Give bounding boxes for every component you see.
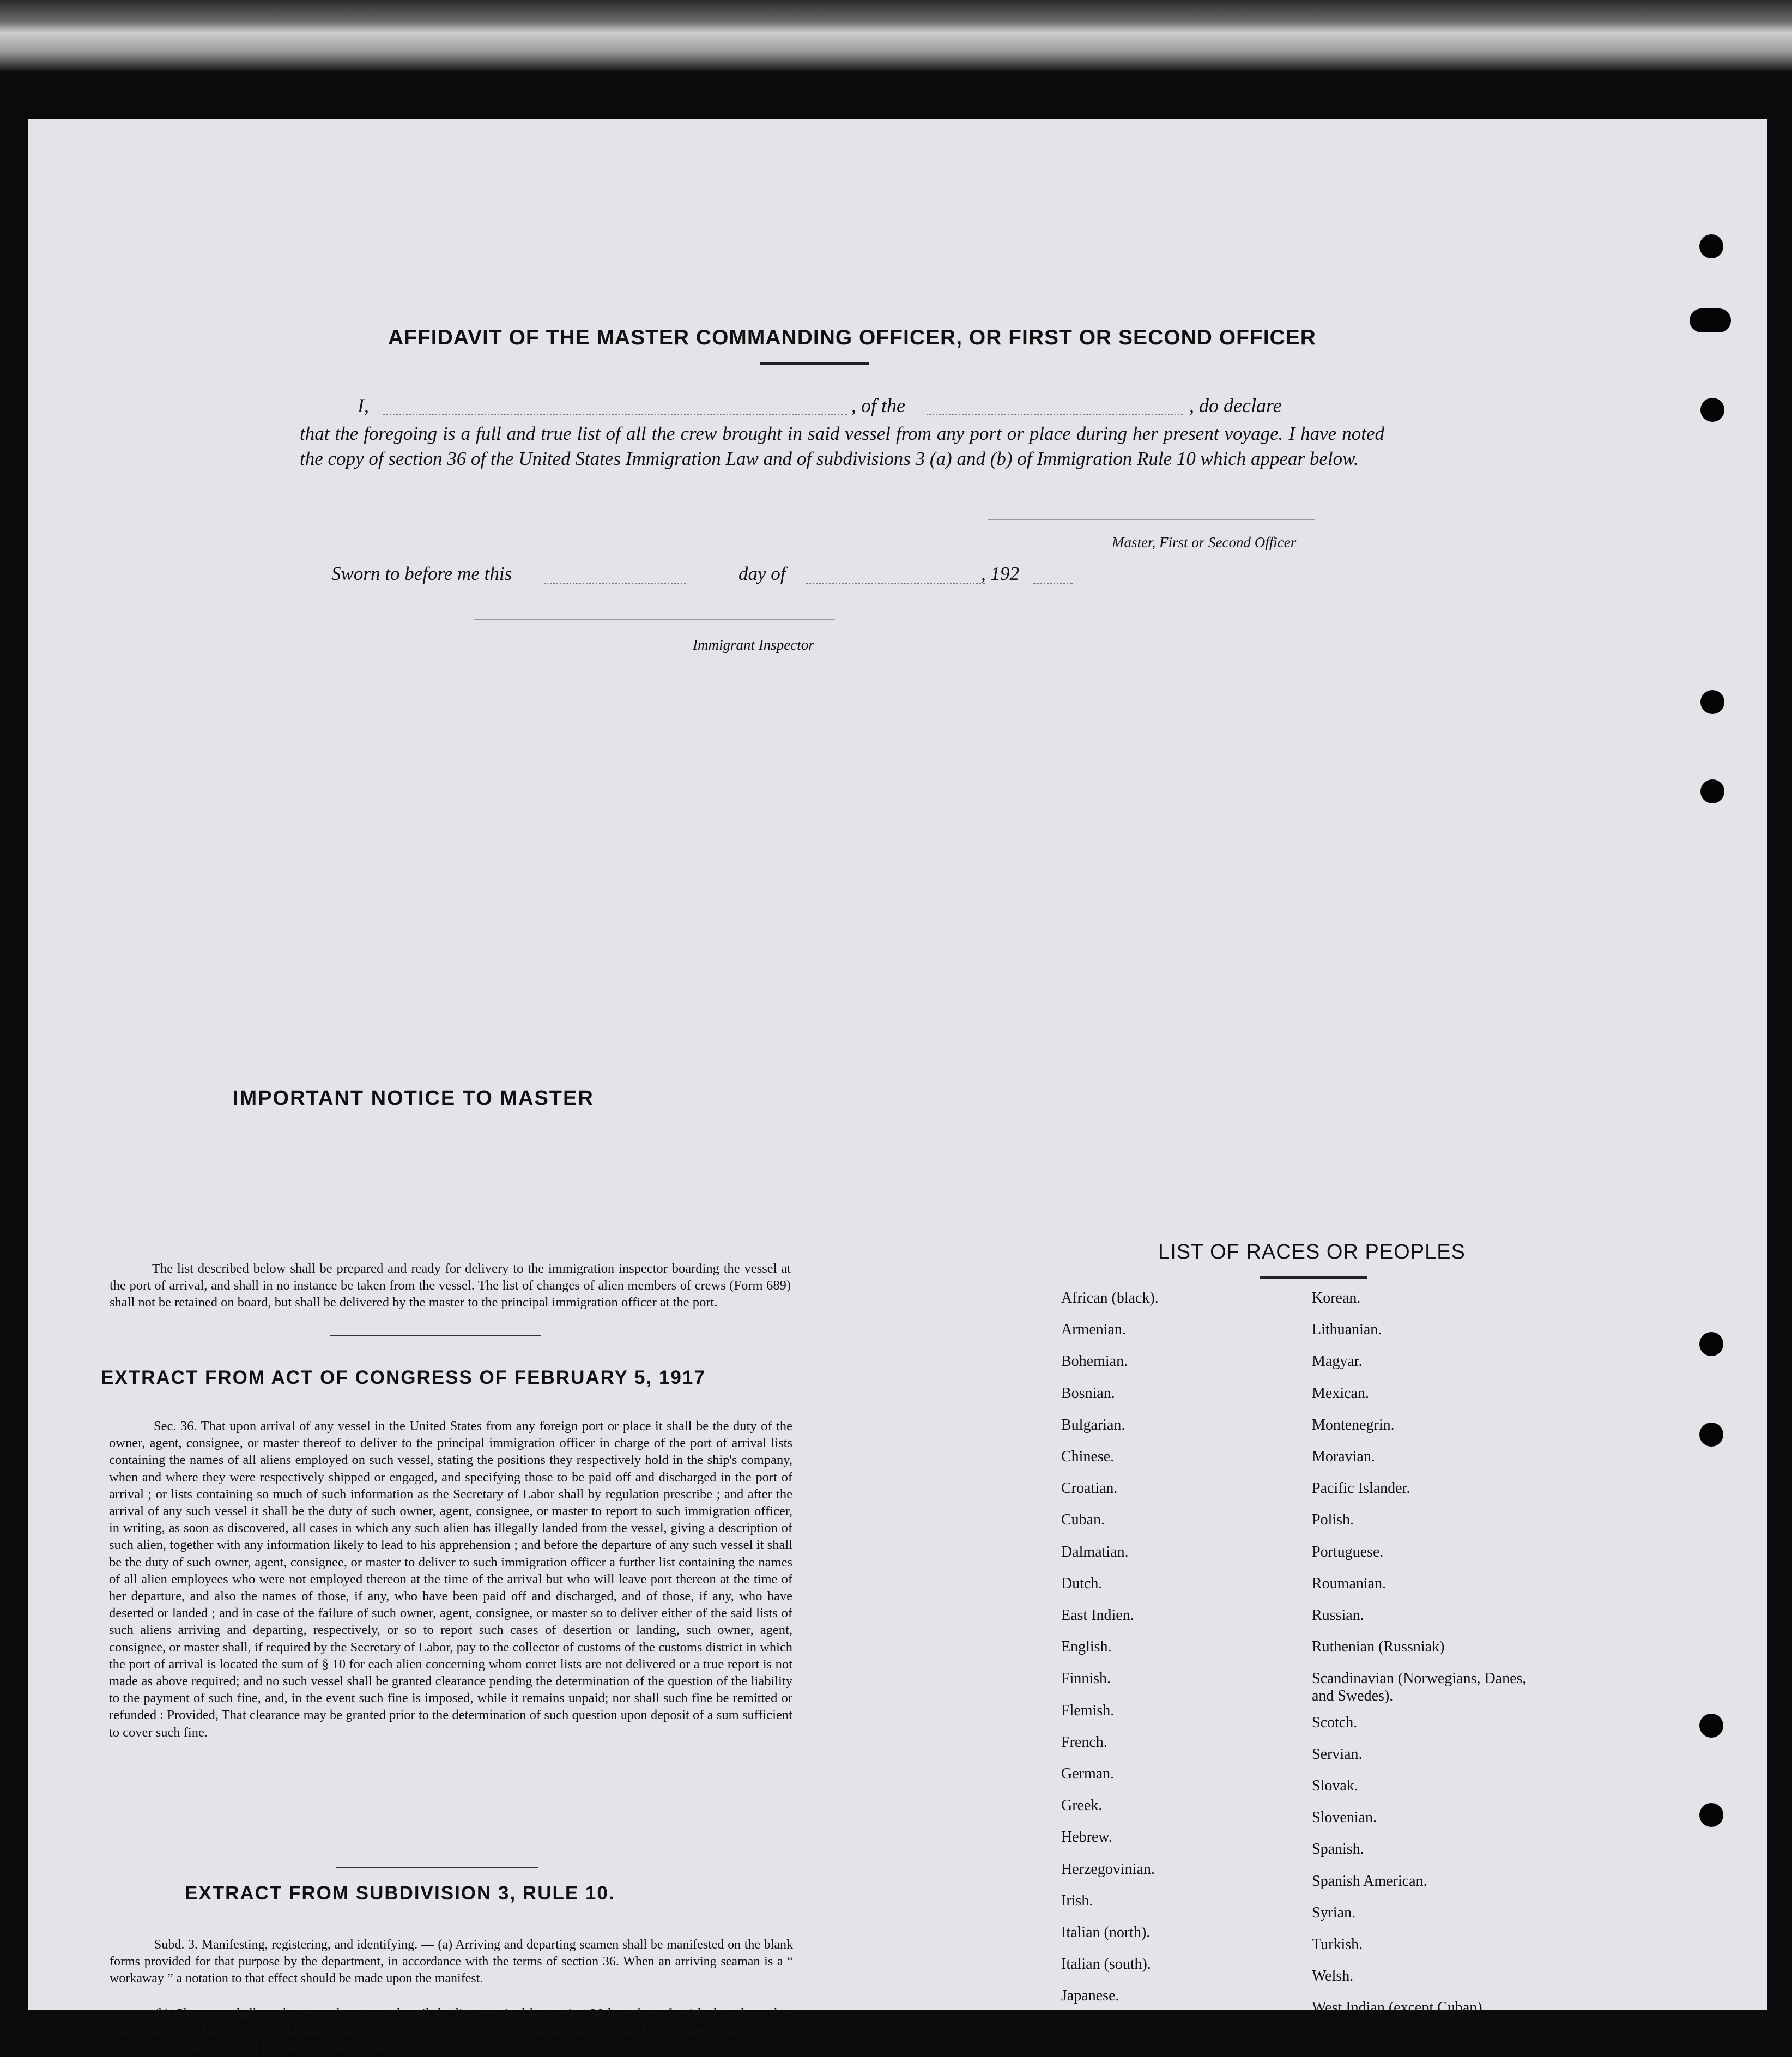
race-item: English. [1061, 1638, 1112, 1655]
act-extract-title: EXTRACT FROM ACT OF CONGRESS OF FEBRUARY 5, 1917 [101, 1367, 706, 1388]
race-item: West Indian (except Cuban). [1312, 1999, 1486, 2016]
race-item: Lithuanian. [1312, 1321, 1382, 1338]
race-item: Bulgarian. [1061, 1417, 1125, 1433]
affidavit-body: that the foregoing is a full and true list of all the crew brought in said vessel from any port or place during her present voyage. I have noted the copy of section 36 of the United States Immigration Law and of subdivisions 3 (a) and (b) of Immigration Rule 10 which appear below. [300, 423, 1384, 469]
punch-hole [1690, 308, 1731, 332]
race-item: Armenian. [1061, 1321, 1126, 1338]
race-item: Bohemian. [1061, 1353, 1128, 1370]
race-item: Ruthenian (Russniak) [1312, 1638, 1445, 1655]
rule-para-a: Subd. 3. Manifesting, registering, and identifying. — (a) Arriving and departing seamen shall be manifested on the blank forms provided for that purpose by the department, in accordance with the terms of section 36. When an arriving seaman is a “ workaway ” a notation to that effect should be made upon the manifest. [110, 1938, 793, 1986]
affidavit-i: I, [358, 395, 369, 416]
race-item: Mexican. [1312, 1385, 1369, 1402]
race-item: Herzegovinian. [1061, 1861, 1155, 1878]
vessel-blank [927, 414, 1183, 415]
punch-hole [1699, 1423, 1723, 1447]
race-item: Japanese. [1061, 1987, 1119, 2004]
race-item: Turkish. [1312, 1936, 1363, 1953]
race-item: Spanish. [1312, 1841, 1364, 1858]
race-item: Bosnian. [1061, 1385, 1115, 1402]
race-item: Slovak. [1312, 1777, 1358, 1794]
race-item: Polish. [1312, 1511, 1354, 1528]
race-item: Italian (south). [1061, 1956, 1151, 1973]
inspector-caption: Immigrant Inspector [693, 637, 814, 653]
punch-hole [1700, 398, 1724, 422]
race-item: German. [1061, 1765, 1115, 1782]
notice-text: The list described below shall be prepared and ready for delivery to the immigration inspector boarding the vessel at the port of arrival, and shall in no instance be taken from the vessel. The list of changes of alien members of crews (Form 689) shall not be retained on board, but shall be delivered by the master to the principal immigration officer at the port. [110, 1261, 791, 1310]
race-item: Slovenian. [1312, 1809, 1377, 1826]
year-blank [1033, 583, 1073, 584]
races-title: LIST OF RACES OR PEOPLES [1158, 1241, 1466, 1263]
punch-hole [1699, 1803, 1723, 1827]
rule-para-b: (b) Clearance shall not be granted any vessel until the lists required by section 36 have been furnished, and not then unless, notice of liability to the administrative fine prescribed by said section or to that prescribed by section 35 having been served, the deposit specified in Rule 28 (subd. 2) has been made. [110, 2007, 793, 2055]
race-item: East Indien. [1061, 1607, 1134, 1624]
race-item: Portuguese. [1312, 1544, 1384, 1560]
signature-caption: Master, First or Second Officer [1112, 534, 1297, 550]
act-divider [336, 1867, 538, 1868]
race-item: Italian (north). [1061, 1924, 1151, 1941]
races-underline [1260, 1276, 1367, 1279]
race-item: French. [1061, 1734, 1107, 1751]
punch-hole [1700, 690, 1724, 714]
race-item: Flemish. [1061, 1702, 1115, 1719]
race-item: Irish. [1061, 1892, 1093, 1909]
affidavit-do-declare: , do declare [1189, 395, 1282, 416]
race-item: Scandinavian (Norwegians, Danes, and Swedes). [1312, 1670, 1527, 1704]
race-item: Russian. [1312, 1607, 1364, 1624]
scan-top-edge [0, 0, 1792, 71]
document-page [28, 119, 1767, 2055]
race-item: Korean. [1312, 1290, 1361, 1306]
name-blank [383, 414, 847, 415]
sworn-prefix: Sworn to before me this [331, 563, 512, 584]
race-item: Montenegrin. [1312, 1417, 1395, 1433]
inspector-signature-line [474, 619, 835, 620]
race-item: Magyar. [1312, 1353, 1363, 1370]
act-extract-text: Sec. 36. That upon arrival of any vessel in the United States from any foreign port or place it shall be the duty of the owner, agent, consignee, or master thereof to deliver to the principal immigration officer in charge of the port of arrival lists containing the names of all aliens employed on such vessel, stating the positions they respectively hold in the ship's company, when and where they were respectively shipped or engaged, and specifying those to be paid off and discharged in the port of arrival ; or lists containing so much of such information as the Secretary of Labor shall by regulation prescribe ; and after the arrival of any such vessel it shall be the duty of such owner, agent, consignee, or master to report to such immigration officer, in writing, as soon as discovered, all cases in which any such alien has illegally landed from the vessel, giving a description of such alien, together with any information likely to lead to his apprehension ; and before the departure of any such vessel it shall be the duty of such owner, agent, consignee, or master to deliver to such immigration officer a further list containing the names of all alien employees who were not employed thereon at the time of the arrival but who will leave port thereon at the time of her departure, and also the names of those, if any, who have been paid off and discharged, and of those, if any, who have deserted or landed ; and in case of the failure of such owner, agent, consignee, or master so to deliver either of the said lists of such aliens arriving and departing, respectively, or so to report such cases of desertion or landing, such owner, agent, consignee, or master shall, if required by the Secretary of Labor, pay to the collector of customs of the customs district in which the port of arrival is located the sum of § 10 for each alien concerning whom corret lists are not delivered or a true report is not made as above required; and no such vessel shall be granted clearance pending the determination of the question of the liability to the payment of such fine, and, in the event such fine is imposed, while it remains unpaid; nor shall such fine be remitted or refunded : Provided, That clearance may be granted prior to the determination of such question upon deposit of a sum sufficient to cover such fine. [109, 1419, 792, 1740]
notice-title: IMPORTANT NOTICE TO MASTER [233, 1087, 594, 1110]
sworn-day-of: day of [738, 563, 786, 584]
race-item: Chinese. [1061, 1448, 1115, 1465]
title-underline [760, 362, 869, 365]
race-item: Moravian. [1312, 1448, 1375, 1465]
race-item: Roumanian. [1312, 1575, 1387, 1592]
race-item: Hebrew. [1061, 1829, 1112, 1846]
punch-hole [1699, 1714, 1723, 1738]
punch-hole [1699, 234, 1723, 258]
punch-hole [1700, 779, 1724, 803]
rule-extract-title: EXTRACT FROM SUBDIVISION 3, RULE 10. [185, 1883, 615, 1904]
race-item: Pacific Islander. [1312, 1480, 1410, 1497]
affidavit-title: AFFIDAVIT OF THE MASTER COMMANDING OFFICER, OR FIRST OR SECOND OFFICER [388, 326, 1316, 349]
day-blank [544, 583, 686, 584]
race-item: Scotch. [1312, 1714, 1358, 1731]
race-item: Servian. [1312, 1746, 1363, 1763]
race-item: African (black). [1061, 1290, 1159, 1306]
race-item: Cuban. [1061, 1511, 1105, 1528]
punch-hole [1699, 1332, 1723, 1356]
affidavit-of-the: , of the [851, 395, 905, 416]
race-item: Syrian. [1312, 1904, 1356, 1921]
race-item: Greek. [1061, 1797, 1103, 1814]
sworn-line [331, 563, 1094, 590]
month-blank [806, 583, 985, 584]
race-item: Welsh. [1312, 1968, 1354, 1985]
notice-divider [330, 1335, 541, 1336]
race-item: Croatian. [1061, 1480, 1118, 1497]
race-item: Dalmatian. [1061, 1544, 1129, 1560]
sworn-year: , 192 [981, 563, 1019, 584]
race-item: Finnish. [1061, 1670, 1111, 1687]
signature-line [988, 519, 1315, 520]
race-item: Spanish American. [1312, 1873, 1427, 1890]
race-item: Dutch. [1061, 1575, 1103, 1592]
